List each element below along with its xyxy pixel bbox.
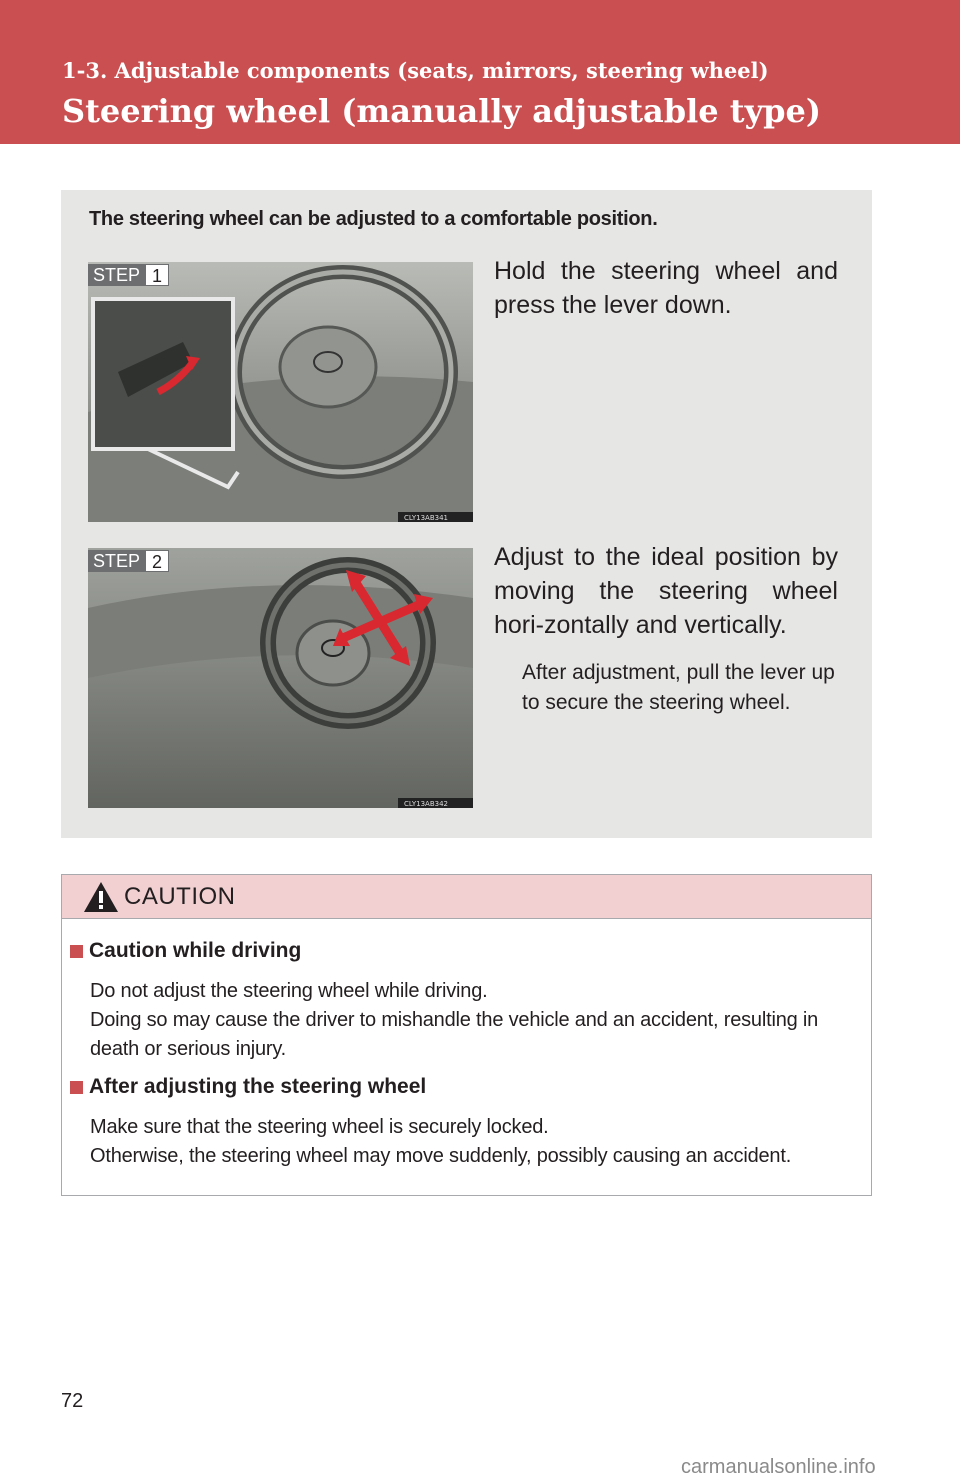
caution-label: CAUTION (124, 883, 236, 910)
caution-item-1-heading-text: Caution while driving (89, 939, 302, 962)
bullet-square-icon (70, 1081, 83, 1094)
caution-item-2-line-1: Make sure that the steering wheel is securely locked. (90, 1116, 549, 1138)
caution-item-2-heading-text: After adjusting the steering wheel (89, 1075, 427, 1098)
page-title: Steering wheel (manually adjustable type) (62, 92, 822, 130)
procedure-panel (61, 190, 872, 838)
caution-box (61, 874, 872, 1196)
step-2-badge-word: STEP (88, 550, 145, 572)
watermark: carmanualsonline.info (681, 1456, 876, 1478)
warning-triangle-icon (83, 881, 119, 918)
caution-header (62, 875, 871, 919)
caution-item-1-line-2: Doing so may cause the driver to mishandle the vehicle and an accident, resulting in death or serious injury. (90, 1009, 819, 1060)
step-2-badge (88, 550, 169, 572)
step-1-badge-number: 1 (145, 264, 169, 286)
step-2-text: Adjust to the ideal position by moving the steering wheel hori-zontally and vertically. (494, 543, 838, 639)
caution-item-1-line-1: Do not adjust the steering wheel while driving. (90, 980, 488, 1002)
step-1-image-code: CLY13AB341 (404, 514, 448, 522)
step-2-image-code: CLY13AB342 (404, 800, 448, 808)
step-1-illustration (88, 262, 473, 522)
step-2-note: After adjustment, pull the lever up to secure the steering wheel. (522, 661, 835, 714)
caution-item-1-heading (70, 939, 301, 963)
step-2-illustration (88, 548, 473, 808)
step-1-badge (88, 264, 169, 286)
page-number: 72 (61, 1390, 84, 1412)
step-1-text: Hold the steering wheel and press the lever down. (494, 257, 838, 319)
step-1-badge-word: STEP (88, 264, 145, 286)
procedure-intro: The steering wheel can be adjusted to a comfortable position. (89, 208, 658, 230)
caution-item-2-heading (70, 1075, 426, 1099)
caution-item-2-line-2: Otherwise, the steering wheel may move suddenly, possibly causing an accident. (90, 1145, 792, 1167)
chapter-header (0, 0, 960, 144)
bullet-square-icon (70, 945, 83, 958)
section-title: 1-3. Adjustable components (seats, mirrors, steering wheel) (62, 58, 769, 83)
step-2-badge-number: 2 (145, 550, 169, 572)
